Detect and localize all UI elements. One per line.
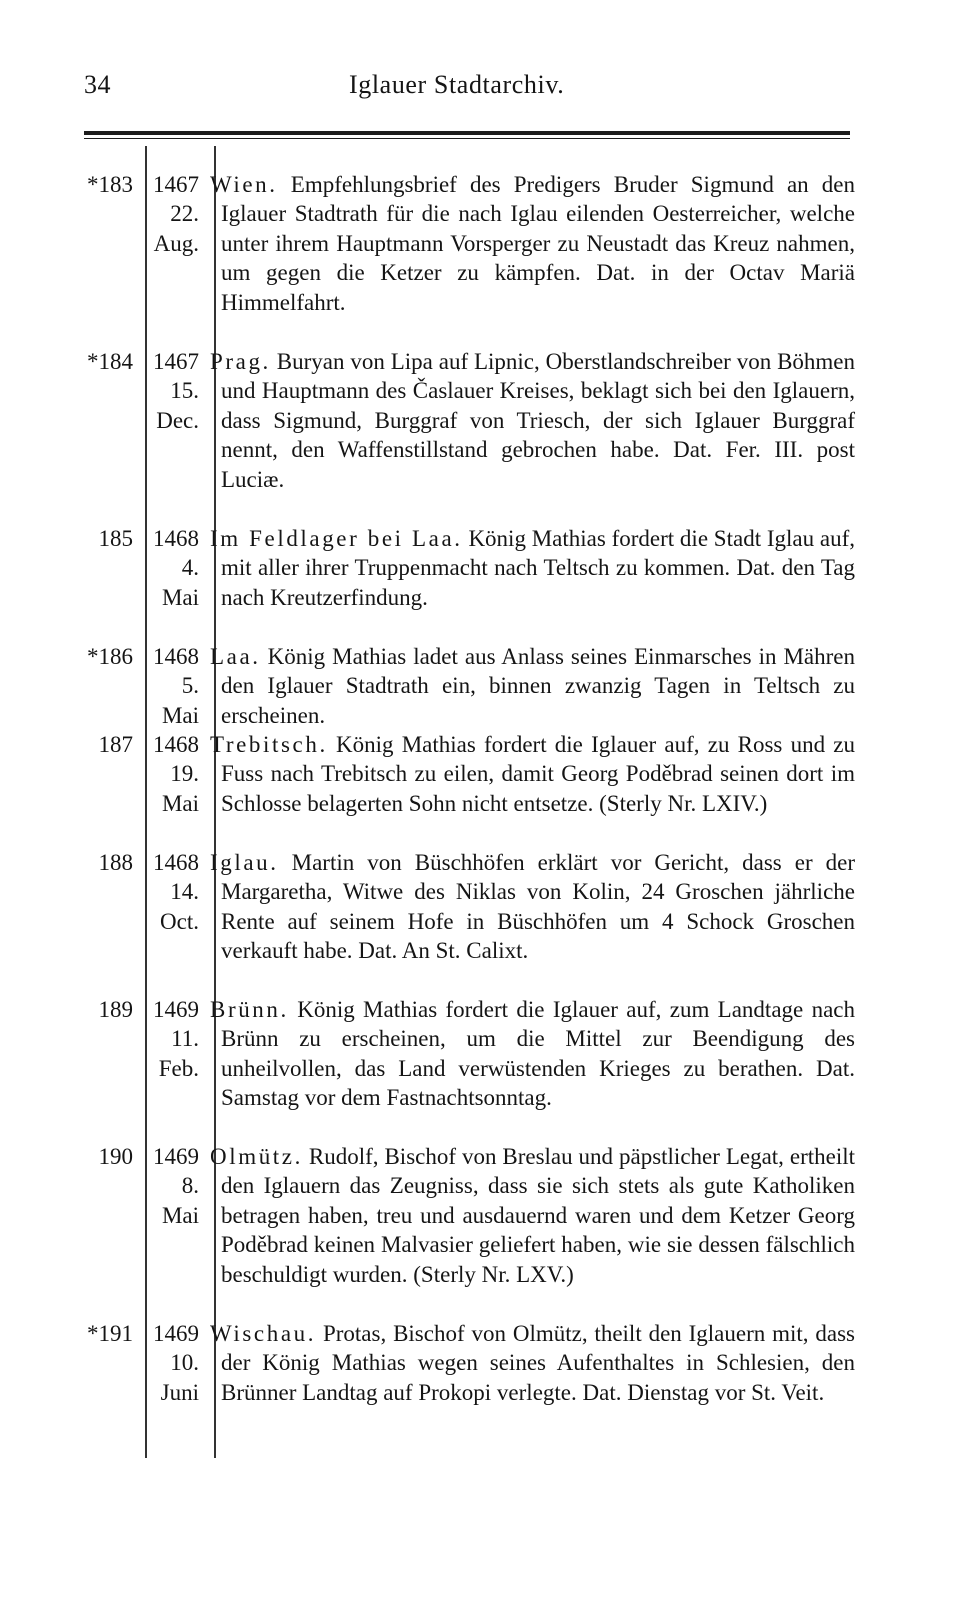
entry-date: [137, 347, 205, 435]
entry-month: Aug.: [153, 230, 199, 256]
entry-body: Empfehlungsbrief des Predigers Bruder Sigmund an den Iglauer Stadtrath für die nach Iglau eilenden Oesterreicher, welche unter ihrem Hauptmann Vorsperger zu Neustadt das Kreuz nahmen, um gegen die Ketzer zu kämpfen. Dat. in der Octav Mariä Himmelfahrt.: [221, 172, 856, 315]
entry-187: [50, 730, 855, 848]
entry-day: 4.: [181, 555, 199, 581]
entry-year: 1468: [153, 732, 199, 757]
entry-body: Rudolf, Bischof von Breslau und päpstlicher Legat, ertheilt den Iglauern das Zeugniss, dass sie sich stets als gute Katholiken betragen haben, treu und ausdauernd waren und dem Ketzer Georg Poděbrad keinen Malvasier geliefert haben, wie sie dessen fälschlich beschuldigt wurden. (Sterly Nr. LXV.): [221, 1144, 855, 1287]
entry-month: Mai: [161, 584, 199, 610]
entry-day: 8.: [181, 1173, 199, 1199]
entry-month: Dec.: [156, 407, 199, 433]
entry-body: König Mathias ladet aus Anlass seines Einmarsches in Mähren den Iglauer Stadtrath ein, binnen zwanzig Tagen in Teltsch zu erscheinen.: [221, 644, 856, 728]
entry-place: Wischau.: [210, 1321, 317, 1346]
entry-day: 19.: [170, 761, 199, 787]
entry-body: Martin von Büschhöfen erklärt vor Gericht, dass er der Margaretha, Witwe des Niklas von Kolin, 24 Groschen jährliche Rente auf seinem Hofe in Büschhöfen um 4 Schock Groschen verkauft habe. Dat. An St. Calixt.: [221, 850, 856, 964]
entry-day: 14.: [170, 879, 199, 905]
entry-year: 1468: [153, 644, 199, 669]
page-number: 34: [84, 70, 111, 99]
entry-number: 185: [98, 526, 133, 551]
entry-186: [50, 642, 855, 730]
entry-body: Protas, Bischof von Olmütz, theilt den Iglauern mit, dass der König Mathias wegen seines Aufenthaltes in Schlesien, den Brünner Landtag auf Prokopi verlegte. Dat. Dienstag vor St. Veit.: [221, 1321, 856, 1405]
entry-body: Buryan von Lipa auf Lipnic, Oberstlandschreiber von Böhmen und Hauptmann des Časlauer Kreises, beklagt sich bei den Iglauern, dass Sigmund, Burggraf von Triesch, der sich Iglauer Burggraf nennt, den Waffenstillstand gebrochen habe. Dat. Fer. III. post Luciæ.: [221, 349, 856, 492]
entry-date: [137, 730, 205, 818]
entry-190: [50, 1142, 855, 1319]
entry-year: 1468: [153, 526, 199, 551]
entry-184: [50, 347, 855, 524]
entry-body: König Mathias fordert die Iglauer auf, zu Ross und zu Fuss nach Trebitsch zu eilen, damit Georg Poděbrad seinen dort im Schlosse belagerten Sohn nicht entsetze. (Sterly Nr. LXIV.): [221, 732, 855, 816]
entry-year: 1469: [153, 1321, 199, 1346]
running-title: Iglauer Stadtarchiv.: [349, 70, 565, 99]
entry-text: [205, 170, 855, 317]
entry-year: 1467: [153, 349, 199, 374]
entry-place: Brünn.: [210, 997, 289, 1022]
entry-date: [137, 995, 205, 1083]
entry-188: [50, 848, 855, 995]
entry-date: [137, 848, 205, 936]
entry-number: 189: [98, 997, 133, 1022]
entry-month: Feb.: [158, 1055, 199, 1081]
entry-date: [137, 1319, 205, 1407]
entry-number: *183: [87, 172, 133, 197]
entry-number: *186: [87, 644, 133, 669]
entry-year: 1467: [153, 172, 199, 197]
entry-date: [137, 170, 205, 258]
entry-day: 10.: [170, 1350, 199, 1376]
entry-text: [205, 642, 855, 730]
entry-text: [205, 730, 855, 818]
entry-year: 1469: [153, 997, 199, 1022]
entry-number: *191: [87, 1321, 133, 1346]
entry-text: [205, 995, 855, 1113]
entry-day: 22.: [170, 201, 199, 227]
entry-183: [50, 170, 855, 347]
entry-month: Mai: [161, 702, 199, 728]
entry-place: Iglau.: [210, 850, 279, 875]
entry-number: 187: [98, 732, 133, 757]
entry-number: 188: [98, 850, 133, 875]
entry-date: [137, 642, 205, 730]
entry-list: [50, 170, 855, 1437]
entry-place: Prag.: [210, 349, 271, 374]
entry-189: [50, 995, 855, 1142]
entry-text: [205, 347, 855, 494]
entry-month: Oct.: [160, 908, 199, 934]
entry-place: Wien.: [210, 172, 278, 197]
entry-text: [205, 1319, 855, 1407]
header-rule-thick: [84, 131, 850, 135]
entry-year: 1468: [153, 850, 199, 875]
entry-place: Im Feldlager bei Laa.: [210, 526, 463, 551]
entry-191: [50, 1319, 855, 1437]
entry-date: [137, 1142, 205, 1230]
entry-number: *184: [87, 349, 133, 374]
entry-text: [205, 848, 855, 966]
entry-day: 5.: [181, 673, 199, 699]
entry-text: [205, 524, 855, 612]
entry-185: [50, 524, 855, 642]
entry-month: Juni: [160, 1379, 199, 1405]
entry-text: [205, 1142, 855, 1289]
entry-day: 11.: [171, 1026, 199, 1052]
header-rule-thin: [84, 138, 850, 139]
entry-place: Olmütz.: [210, 1144, 303, 1169]
entry-month: Mai: [161, 1202, 199, 1228]
entry-place: Laa.: [210, 644, 261, 669]
entry-day: 15.: [170, 378, 199, 404]
entry-month: Mai: [161, 790, 199, 816]
entry-place: Trebitsch.: [210, 732, 328, 757]
entry-year: 1469: [153, 1144, 199, 1169]
entry-date: [137, 524, 205, 612]
entry-body: König Mathias fordert die Stadt Iglau auf, mit aller ihrer Truppenmacht nach Teltsch zu kommen. Dat. den Tag nach Kreutzerfindung.: [221, 526, 856, 610]
entry-number: 190: [98, 1144, 133, 1169]
entry-body: König Mathias fordert die Iglauer auf, zum Landtage nach Brünn zu erscheinen, um die Mittel zur Beendigung des unheilvollen, das Land verwüstenden Krieges zu berathen. Dat. Samstag vor dem Fastnachtsonntag.: [221, 997, 855, 1111]
